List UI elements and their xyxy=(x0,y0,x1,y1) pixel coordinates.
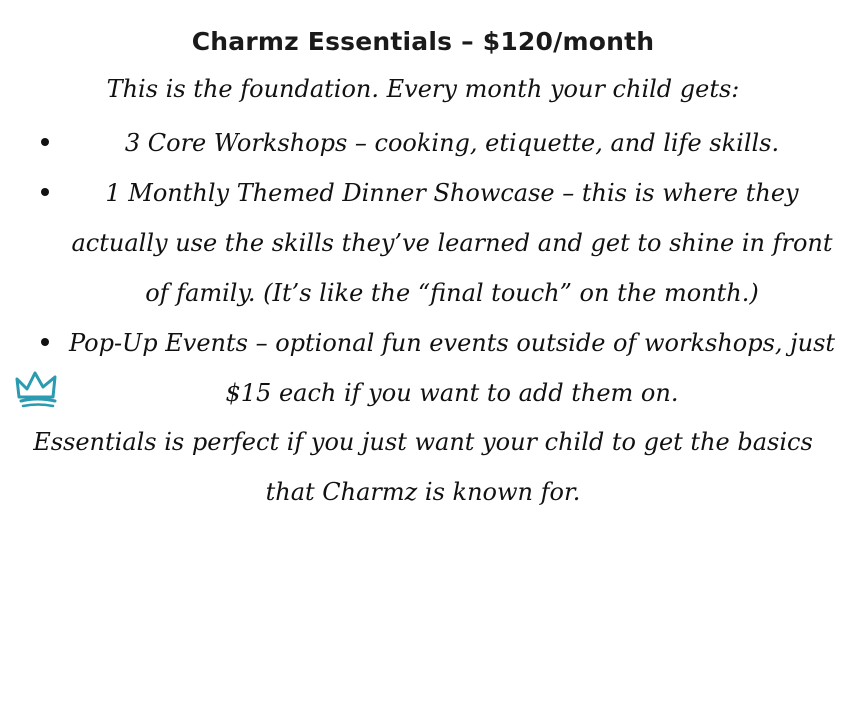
feature-text: Pop-Up Events – optional fun events outside of workshops, just $15 each if you want to add them on. xyxy=(68,329,836,407)
bullet-dot xyxy=(41,188,49,196)
feature-item-dinner-showcase xyxy=(38,168,838,318)
closing-text: Essentials is perfect if you just want your child to get the basics that Charmz is known for. xyxy=(33,428,813,506)
feature-text: 3 Core Workshops – cooking, etiquette, and life skills. xyxy=(124,129,780,157)
bullet-dot xyxy=(41,138,49,146)
plan-title: Charmz Essentials – $120/month xyxy=(191,27,655,56)
feature-item-popup-events xyxy=(38,318,838,418)
bullet-dot xyxy=(41,338,49,346)
feature-list xyxy=(38,118,838,418)
feature-item-workshops xyxy=(38,118,838,168)
feature-text: 1 Monthly Themed Dinner Showcase – this is where they actually use the skills they’ve learned and get to shine in front of family. (It’s like the “final touch” on the month.) xyxy=(71,179,833,307)
crown-icon xyxy=(13,367,63,411)
intro-text: This is the foundation. Every month your child gets: xyxy=(106,75,740,103)
